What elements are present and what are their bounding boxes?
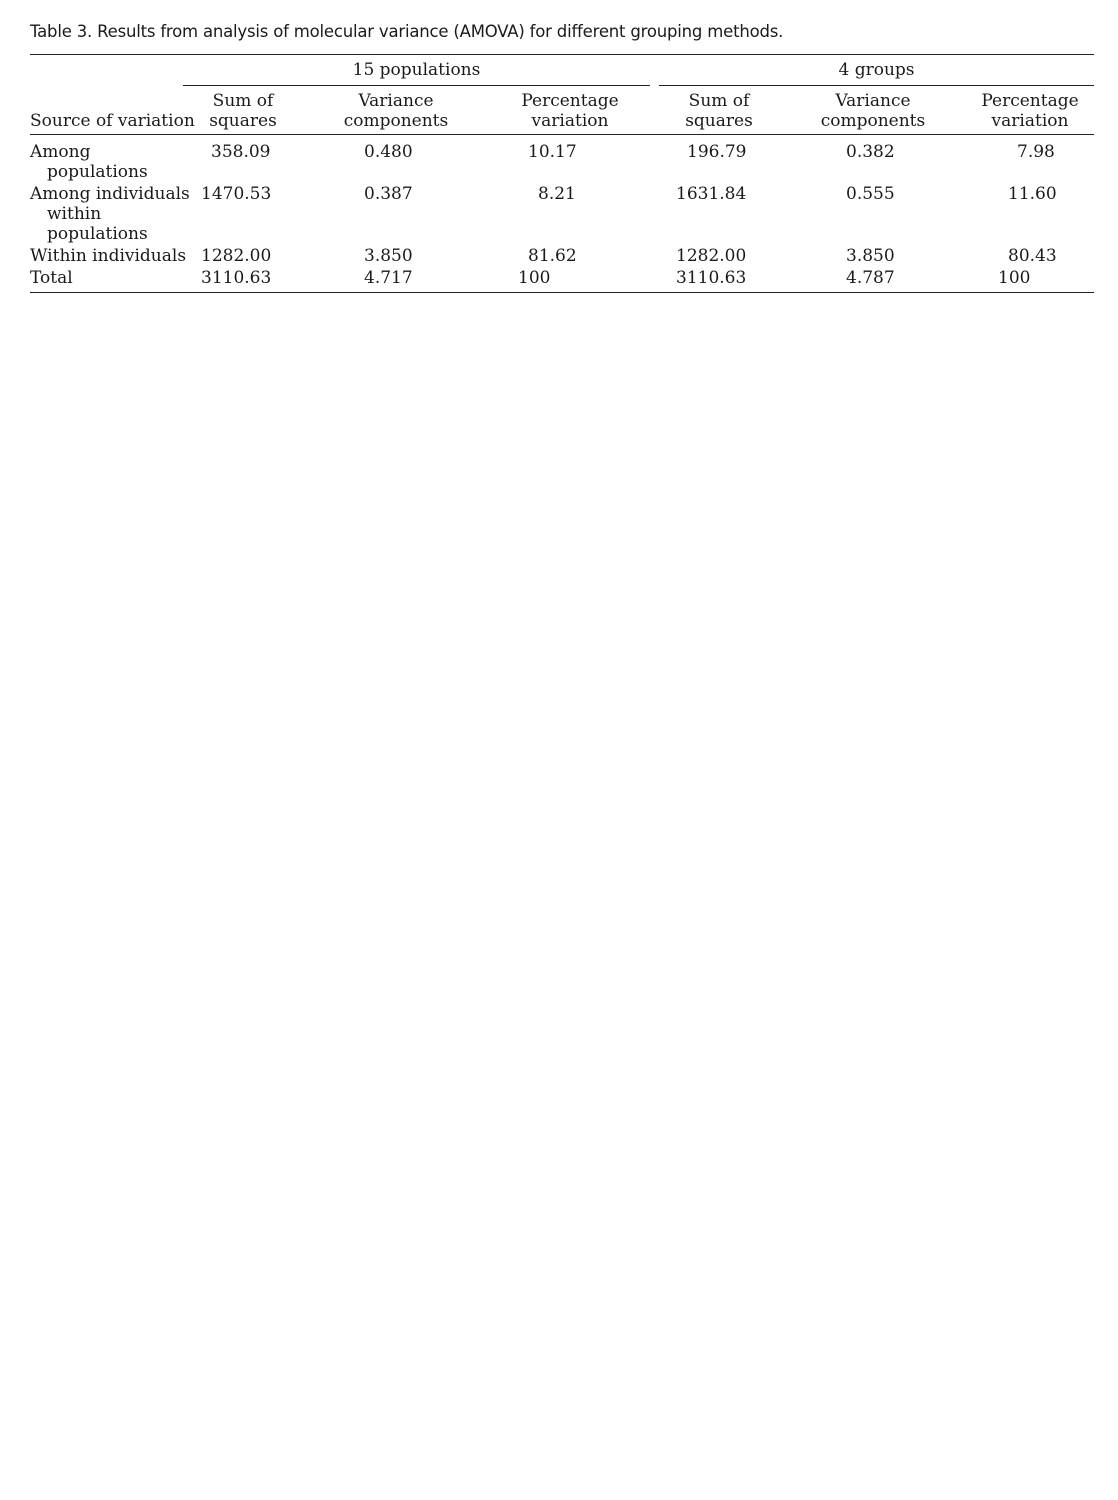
row-source-line: populations — [47, 162, 148, 182]
cell-sum-squares: 3110.63 — [676, 268, 747, 288]
table-top-rule — [30, 54, 1094, 55]
group-rule-15-populations — [183, 85, 650, 86]
cell-sum-squares: 1282.00 — [676, 246, 747, 266]
cell-sum-squares: 358.09 — [211, 142, 271, 162]
group-header-4-groups: 4 groups — [838, 60, 915, 80]
cell-variance: 0.480 — [364, 142, 413, 162]
header-bottom-rule — [30, 134, 1094, 135]
col-header-source: Source of variation — [30, 111, 195, 131]
col-header-line: Variance — [358, 91, 434, 111]
cell-variance: 4.717 — [364, 268, 413, 288]
cell-percentage: 8.21 — [538, 184, 576, 204]
col-header-line: Percentage — [981, 91, 1079, 111]
col-header-sum-squares — [669, 91, 769, 131]
row-source-line: Among — [30, 142, 91, 162]
cell-sum-squares: 1470.53 — [201, 184, 272, 204]
col-header-line: squares — [685, 111, 753, 131]
cell-variance: 0.555 — [846, 184, 895, 204]
col-header-percentage-variation — [975, 91, 1085, 131]
col-header-percentage-variation — [515, 91, 625, 131]
table-caption: Table 3. Results from analysis of molecular variance (AMOVA) for different grouping methods. — [30, 22, 784, 41]
cell-sum-squares: 196.79 — [687, 142, 747, 162]
col-header-line: squares — [209, 111, 277, 131]
cell-variance: 3.850 — [364, 246, 413, 266]
col-header-line: variation — [991, 111, 1069, 131]
cell-percentage: 11.60 — [1008, 184, 1057, 204]
row-source — [30, 142, 148, 182]
cell-percentage: 80.43 — [1008, 246, 1057, 266]
col-header-line: Sum of — [688, 91, 750, 111]
col-header-line: components — [820, 111, 926, 131]
row-source — [30, 246, 186, 266]
row-source-line: Among individuals — [30, 184, 190, 204]
row-source-line: populations — [47, 224, 148, 244]
row-source — [30, 268, 73, 288]
col-header-line: Variance — [835, 91, 911, 111]
cell-variance: 4.787 — [846, 268, 895, 288]
cell-variance: 0.387 — [364, 184, 413, 204]
cell-sum-squares: 1631.84 — [676, 184, 747, 204]
row-source-line: within — [47, 204, 102, 224]
col-header-line: Sum of — [212, 91, 274, 111]
col-header-variance-components — [336, 91, 456, 131]
row-source-line: Total — [30, 268, 73, 288]
cell-variance: 3.850 — [846, 246, 895, 266]
col-header-line: variation — [531, 111, 609, 131]
cell-percentage: 10.17 — [528, 142, 577, 162]
cell-percentage: 81.62 — [528, 246, 577, 266]
col-header-sum-squares — [193, 91, 293, 131]
col-header-line: components — [343, 111, 449, 131]
cell-percentage: 100 — [518, 268, 551, 288]
row-source-line: Within individuals — [30, 246, 187, 266]
table-bottom-rule — [30, 292, 1094, 293]
cell-variance: 0.382 — [846, 142, 895, 162]
col-header-line: Percentage — [521, 91, 619, 111]
col-header-variance-components — [813, 91, 933, 131]
cell-percentage: 100 — [998, 268, 1031, 288]
cell-sum-squares: 3110.63 — [201, 268, 272, 288]
cell-sum-squares: 1282.00 — [201, 246, 272, 266]
group-header-15-populations: 15 populations — [352, 60, 481, 80]
row-source — [30, 184, 190, 244]
cell-percentage: 7.98 — [1017, 142, 1055, 162]
group-rule-4-groups — [659, 85, 1094, 86]
